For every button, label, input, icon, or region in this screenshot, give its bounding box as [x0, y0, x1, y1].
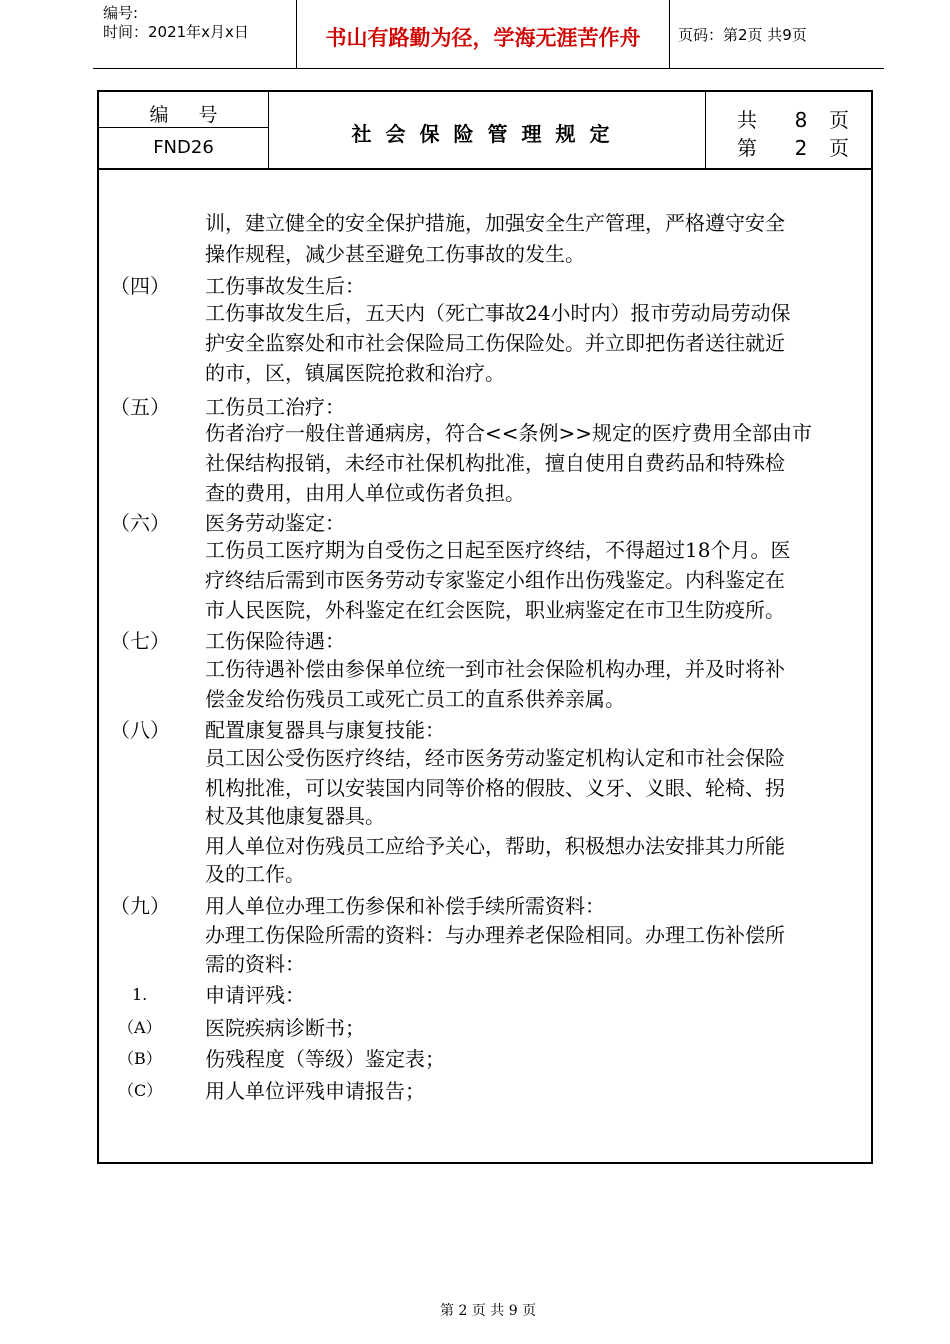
body-line: 训，建立健全的安全保护措施，加强安全生产管理，严格遵守安全 [205, 211, 785, 235]
header-motto: 书山有路勤为径，学海无涯苦作舟 [325, 26, 641, 50]
body-line: 工伤保险待遇： [205, 629, 345, 653]
body-line: 工伤待遇补偿由参保单位统一到市社会保险机构办理，并及时将补 [205, 657, 785, 681]
body-line: 医务劳动鉴定： [205, 511, 345, 535]
body-line: 护安全监察处和市社会保险局工伤保险处。并立即把伤者送往就近 [205, 331, 785, 355]
time-label: 时间：2021年x月x日 [103, 23, 249, 41]
body-line: 社保结构报销，未经市社保机构批准，擅自使用自费药品和特殊检 [205, 451, 785, 475]
body-line: 工伤事故发生后，五天内（死亡事故24小时内）报市劳动局劳动保 [205, 301, 791, 325]
title-divider [268, 90, 269, 170]
body-line: 用人单位对伤残员工应给予关心，帮助，积极想办法安排其力所能 [205, 834, 785, 858]
item-number: （九） [110, 894, 170, 918]
header-page-info: 页码：第2页 共9页 [678, 26, 807, 44]
document-title: 社会保险管理规定 [351, 122, 624, 146]
body-line: 需的资料： [205, 952, 305, 976]
current-page: 第 2 页 [737, 136, 849, 160]
code-value: FND26 [153, 137, 214, 158]
page-footer: 第 2 页 共 9 页 [440, 1303, 537, 1319]
item-number: （六） [110, 511, 170, 535]
header-rule [93, 68, 884, 69]
header-divider [296, 0, 297, 68]
title-divider [705, 90, 706, 170]
header-meta [103, 4, 249, 42]
body-line: 申请评残： [205, 983, 305, 1007]
body-line: 疗终结后需到市医务劳动专家鉴定小组作出伤残鉴定。内科鉴定在 [205, 568, 785, 592]
body-line: 杖及其他康复器具。 [205, 804, 385, 828]
item-number: 1. [132, 985, 148, 1004]
body-line: 工伤员工治疗： [205, 395, 345, 419]
body-line: 工伤员工医疗期为自受伤之日起至医疗终结，不得超过18个月。医 [205, 538, 791, 562]
body-line: 市人民医院，外科鉴定在红会医院，职业病鉴定在市卫生防疫所。 [205, 598, 785, 622]
body-line: 偿金发给伤残员工或死亡员工的直系供养亲属。 [205, 687, 625, 711]
code-label: 编号 [149, 104, 248, 126]
item-number: （五） [110, 395, 170, 419]
body-line: 办理工伤保险所需的资料：与办理养老保险相同。办理工伤补偿所 [205, 923, 785, 947]
code-divider [99, 127, 268, 128]
item-number: （四） [110, 274, 170, 298]
body-line: 员工因公受伤医疗终结，经市医务劳动鉴定机构认定和市社会保险 [205, 746, 785, 770]
body-line: 工伤事故发生后： [205, 274, 365, 298]
header-divider [669, 0, 670, 68]
body-line: 及的工作。 [205, 862, 305, 886]
item-number: （B） [118, 1049, 162, 1068]
body-line: 伤者治疗一般住普通病房，符合<<条例>>规定的医疗费用全部由市 [205, 421, 813, 445]
serial-label: 编号: [103, 4, 139, 22]
body-line: 查的费用，由用人单位或伤者负担。 [205, 481, 525, 505]
body-line: 医院疾病诊断书； [205, 1016, 365, 1040]
item-number: （八） [110, 718, 170, 742]
item-number: （A） [118, 1018, 162, 1037]
total-pages: 共 8 页 [737, 108, 849, 132]
body-line: 配置康复器具与康复技能： [205, 718, 445, 742]
body-line: 的市，区，镇属医院抢救和治疗。 [205, 361, 505, 385]
item-number: （七） [110, 629, 170, 653]
body-line: 机构批准，可以安装国内同等价格的假肢、义牙、义眼、轮椅、拐 [205, 776, 785, 800]
body-line: 伤残程度（等级）鉴定表； [205, 1047, 445, 1071]
body-line: 用人单位评残申请报告； [205, 1079, 425, 1103]
item-number: （C） [118, 1081, 163, 1100]
body-line: 用人单位办理工伤参保和补偿手续所需资料： [205, 894, 605, 918]
body-line: 操作规程，减少甚至避免工伤事故的发生。 [205, 242, 585, 266]
